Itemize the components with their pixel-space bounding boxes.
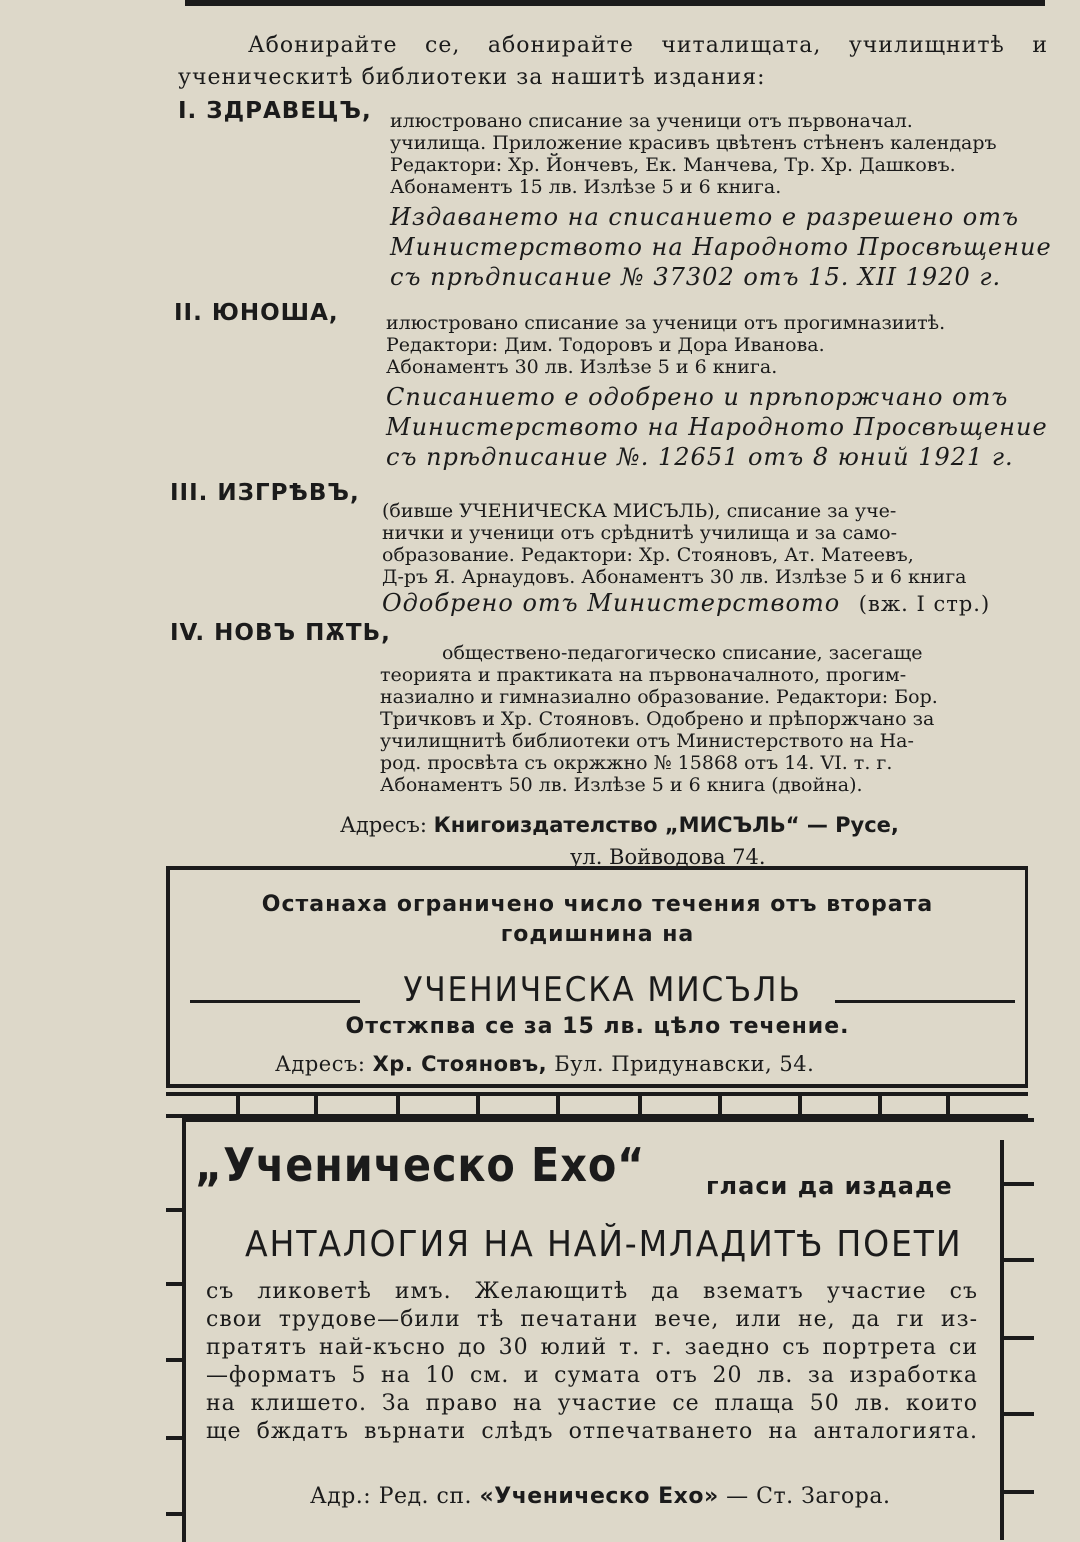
approval-line: Министерството на Народното Просвѣщение bbox=[390, 233, 1052, 261]
strip-tick bbox=[878, 1096, 882, 1114]
description-line: илюстровано списание за ученици отъ прогимназиитѣ. bbox=[386, 312, 946, 334]
body-line: ще бждатъ върнати слѣдъ отпечатването на анталогията. bbox=[206, 1419, 978, 1444]
address-name: Хр. Стояновъ, bbox=[372, 1052, 548, 1076]
approval-line: съ прѣдписание № 37302 отъ 15. XII 1920 г. bbox=[390, 263, 1002, 291]
approval-line: Одобрено отъ Министерството bbox=[382, 589, 841, 617]
strip-tick bbox=[638, 1096, 642, 1114]
decorative-strip bbox=[166, 1092, 1028, 1118]
approval-reference: (вж. I стр.) bbox=[858, 592, 991, 616]
frame-mark bbox=[166, 1436, 184, 1440]
description-line: Абонаментъ 50 лв. Излѣзе 5 и 6 книга (двойна). bbox=[380, 774, 863, 796]
strip-tick bbox=[798, 1096, 802, 1114]
address-label: Адресъ: bbox=[340, 813, 427, 837]
frame-mark bbox=[166, 1282, 184, 1286]
body-line: пратятъ най-късно до 30 юлий т. г. заедно съ портрета си bbox=[206, 1335, 978, 1360]
strip-tick bbox=[946, 1096, 950, 1114]
frame-mark bbox=[1004, 1412, 1034, 1416]
publisher-name: Книгоиздателство „МИСЪЛЬ“ — Русе, bbox=[433, 813, 899, 837]
strip-tick bbox=[396, 1096, 400, 1114]
publication-name: I. ЗДРАВЕЦЪ, bbox=[178, 98, 372, 124]
description-line: теорията и практиката на първоначалното, прогим- bbox=[380, 664, 907, 686]
publication-description bbox=[380, 642, 938, 796]
subscription-intro bbox=[178, 30, 1048, 94]
description-line: илюстровано списание за ученици отъ първоначал. bbox=[390, 110, 913, 132]
description-line: Редактори: Дим. Тодоровъ и Дора Иванова. bbox=[386, 334, 825, 356]
publication-name: IV. НОВЪ ПѪТЬ, bbox=[170, 620, 391, 646]
frame-mark bbox=[166, 1512, 184, 1516]
right-frame-marks bbox=[1000, 1140, 1034, 1540]
strip-tick bbox=[476, 1096, 480, 1114]
address-label: Адр.: Ред. сп. bbox=[310, 1484, 473, 1509]
intro-line: ученическитѣ библиотеки за нашитѣ издания: bbox=[178, 65, 766, 90]
box-title: УЧЕНИЧЕСКА МИСЪЛЬ bbox=[403, 970, 802, 1010]
frame-mark bbox=[166, 1208, 184, 1212]
approval-line: Списанието е одобрено и прѣпоржчано отъ bbox=[386, 383, 1009, 411]
publication-name: II. ЮНОША, bbox=[174, 300, 339, 326]
intro-line: Абонирайте се, абонирайте читалищата, училищнитѣ и bbox=[248, 33, 1048, 58]
strip-tick bbox=[314, 1096, 318, 1114]
frame-mark bbox=[1004, 1490, 1034, 1494]
description-line: Редактори: Хр. Йончевъ, Ек. Манчева, Тр. Хр. Дашковъ. bbox=[390, 154, 956, 176]
echo-body bbox=[206, 1278, 978, 1446]
strip-tick bbox=[718, 1096, 722, 1114]
frame-mark bbox=[1004, 1258, 1034, 1262]
body-line: съ ликоветѣ имъ. Желающитѣ да взематъ участие съ bbox=[206, 1279, 978, 1304]
title-rule-right bbox=[835, 1000, 1015, 1003]
left-frame-marks bbox=[166, 1118, 184, 1538]
uchenicheska-misal-box bbox=[166, 866, 1028, 1088]
body-line: на клишето. За право на участие се плаща 50 лв. които bbox=[206, 1391, 978, 1416]
publication-description bbox=[386, 312, 1048, 472]
publication-description bbox=[390, 110, 1052, 292]
publisher-street: ул. Войводова 74. bbox=[570, 845, 766, 869]
description-line: (бивше УЧЕНИЧЕСКА МИСЪЛЬ), списание за уче- bbox=[382, 500, 897, 522]
description-line: нички и ученици отъ срѣднитѣ училища и за само- bbox=[382, 522, 897, 544]
address-label: Адресъ: bbox=[275, 1052, 366, 1076]
approval-note bbox=[382, 588, 990, 619]
box-address bbox=[275, 1052, 814, 1076]
box-headline: годишнина на bbox=[500, 922, 695, 947]
frame-mark bbox=[166, 1358, 184, 1362]
publication-name: III. ИЗГРѢВЪ, bbox=[170, 480, 360, 506]
description-line: Абонаментъ 15 лв. Излѣзе 5 и 6 книга. bbox=[390, 176, 782, 198]
approval-note bbox=[386, 382, 1048, 472]
description-line: Д-ръ Я. Арнаудовъ. Абонаментъ 30 лв. Излѣзе 5 и 6 книга bbox=[382, 566, 967, 588]
publisher-address bbox=[340, 810, 899, 840]
frame-mark bbox=[1004, 1336, 1034, 1340]
approval-line: Издаването на списанието е разрешено отъ bbox=[390, 203, 1020, 231]
body-line: свои трудове—били тѣ печатани вече, или не, да ги из- bbox=[206, 1307, 978, 1332]
address-city: — Ст. Загора. bbox=[726, 1484, 891, 1509]
description-line: училища. Приложение красивъ цвѣтенъ стѣненъ календаръ bbox=[390, 132, 997, 154]
top-rule bbox=[185, 0, 1045, 6]
description-line: обществено-педагогическо списание, засегаще bbox=[442, 642, 923, 664]
description-line: Тричковъ и Хр. Стояновъ. Одобрено и прѣпоржчано за bbox=[380, 708, 935, 730]
description-line: род. просвѣта съ окржжно № 15868 отъ 14. VI. т. г. bbox=[380, 752, 893, 774]
echo-address bbox=[310, 1484, 890, 1509]
body-line: —форматъ 5 на 10 см. и сумата отъ 20 лв. за изработка bbox=[206, 1363, 978, 1388]
address-street: Бул. Придунавски, 54. bbox=[554, 1052, 815, 1076]
description-line: образование. Редактори: Хр. Стояновъ, Ат. Матеевъ, bbox=[382, 544, 914, 566]
description-line: училищнитѣ библиотеки отъ Министерството на На- bbox=[380, 730, 914, 752]
anthology-title: АНТАЛОГИЯ НА НАЙ-МЛАДИТѢ ПОЕТИ bbox=[245, 1224, 963, 1265]
approval-note bbox=[390, 202, 1052, 292]
strip-tick bbox=[556, 1096, 560, 1114]
echo-title: „Ученическо Ехо“ bbox=[195, 1138, 646, 1192]
address-name: «Ученическо Ехо» bbox=[479, 1484, 719, 1509]
box-headline: Останаха ограничено число течения отъ втората bbox=[261, 892, 934, 917]
frame-mark bbox=[1004, 1182, 1034, 1186]
publication-description bbox=[382, 500, 990, 619]
description-line: Абонаментъ 30 лв. Излѣзе 5 и 6 книга. bbox=[386, 356, 778, 378]
approval-line: съ прѣдписание №. 12651 отъ 8 юний 1921 г. bbox=[386, 443, 1014, 471]
box-title-row bbox=[190, 970, 1015, 1020]
box-price: Отстжпва се за 15 лв. цѣло течение. bbox=[345, 1014, 850, 1039]
strip-tick bbox=[236, 1096, 240, 1114]
approval-line: Министерството на Народното Просвѣщение bbox=[386, 413, 1048, 441]
echo-intent: гласи да издаде bbox=[706, 1172, 953, 1200]
description-line: назиално и гимназиално образование. Редактори: Бор. bbox=[380, 686, 938, 708]
